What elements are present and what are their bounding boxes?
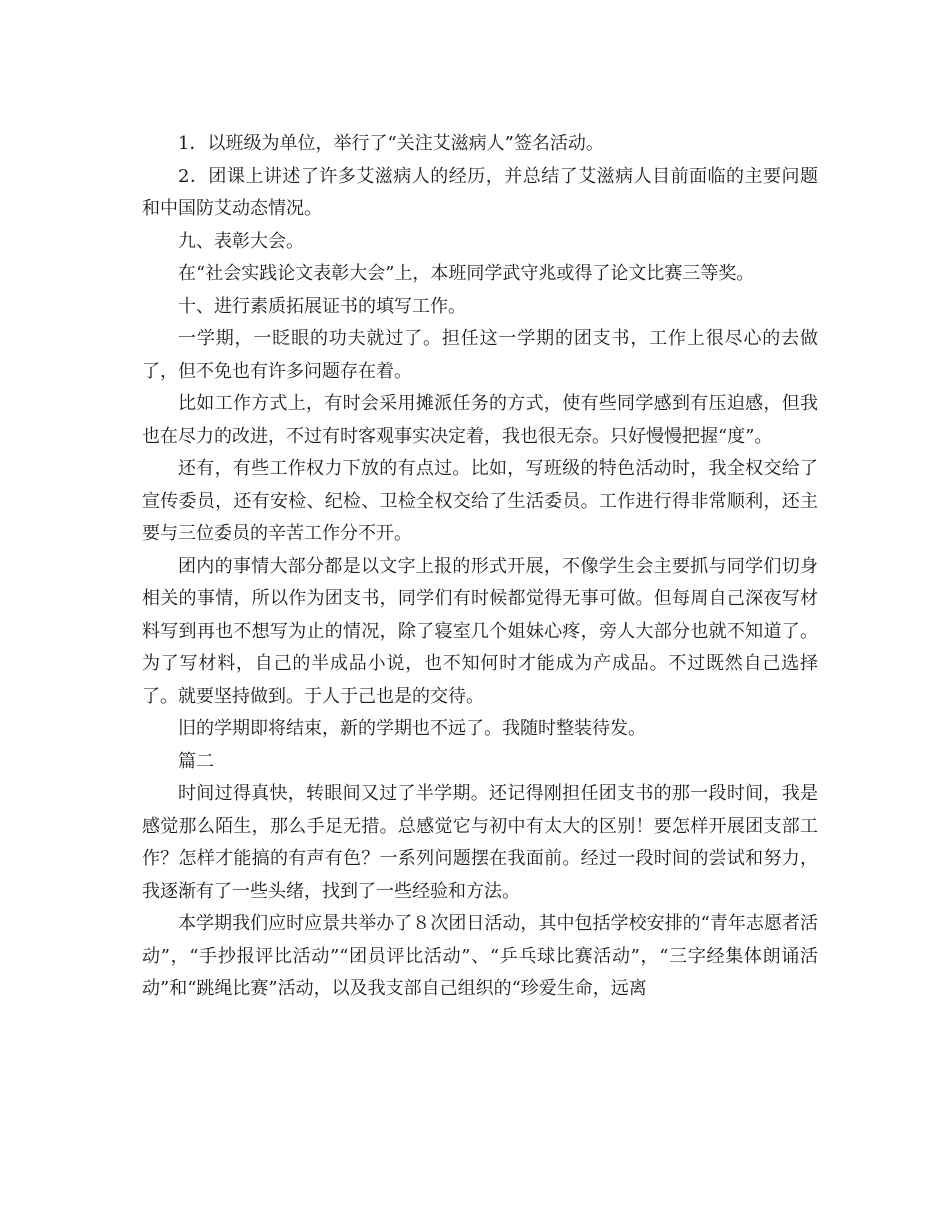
document-body (142, 128, 818, 1006)
paragraph-8: 旧的学期即将结束，新的学期也不远了。我随时整装待发。 (178, 718, 646, 739)
paragraph-5: 比如工作方式上，有时会采用摊派任务的方式，使有些同学感到有压迫感，但我也在尽力的改进，不过有时客观事实决定着，我也很无奈。只好慢慢把握“度”。 (142, 393, 818, 447)
paragraph-3: 在“社会实践论文表彰大会”上，本班同学武守兆或得了论文比赛三等奖。 (178, 263, 755, 284)
paragraph-9: 时间过得真快，转眼间又过了半学期。还记得刚担任团支书的那一段时间，我是感觉那么陌生，那么手足无措。总感觉它与初中有太大的区别！要怎样开展团支部工作？怎样才能搞的有声有色？一系列问题摆在我面前。经过一段时间的尝试和努力，我逐渐有了一些头绪，找到了一些经验和方法。 (142, 783, 818, 902)
part-two-heading: 篇二 (178, 750, 214, 772)
paragraph-7: 团内的事情大部分都是以文字上报的形式开展，不像学生会主要抓与同学们切身相关的事情，所以作为团支书，同学们有时候都觉得无事可做。但每周自己深夜写材料写到再也不想写为止的情况，除了寝室几个姐妹心疼，旁人大部分也就不知道了。为了写材料，自己的半成品小说，也不知何时才能成为产成品。不过既然自己选择了。就要坚持做到。于人于己也是的交待。 (142, 555, 818, 707)
paragraph-1: 1．以班级为单位，举行了“关注艾滋病人”签名活动。 (178, 133, 604, 154)
paragraph-2: 2．团课上讲述了许多艾滋病人的经历，并总结了艾滋病人目前面临的主要问题和中国防艾动态情况。 (142, 165, 818, 219)
paragraph-10: 本学期我们应时应景共举办了８次团日活动，其中包括学校安排的“青年志愿者活动”，“手抄报评比活动”“团员评比活动”、“乒乓球比赛活动”，“三字经集体朗诵活动”和“跳绳比赛”活动，以及我支部自己组织的“珍爱生命，远离 (142, 913, 818, 999)
section-heading-9: 九、表彰大会。 (178, 230, 304, 252)
paragraph-6: 还有，有些工作权力下放的有点过。比如，写班级的特色活动时，我全权交给了宣传委员，还有安检、纪检、卫检全权交给了生活委员。工作进行得非常顺利，还主要与三位委员的辛苦工作分不开。 (142, 458, 818, 544)
section-heading-10: 十、进行素质拓展证书的填写工作。 (178, 295, 466, 317)
paragraph-4: 一学期，一眨眼的功夫就过了。担任这一学期的团支书，工作上很尽心的去做了，但不免也有许多问题存在着。 (142, 328, 818, 382)
